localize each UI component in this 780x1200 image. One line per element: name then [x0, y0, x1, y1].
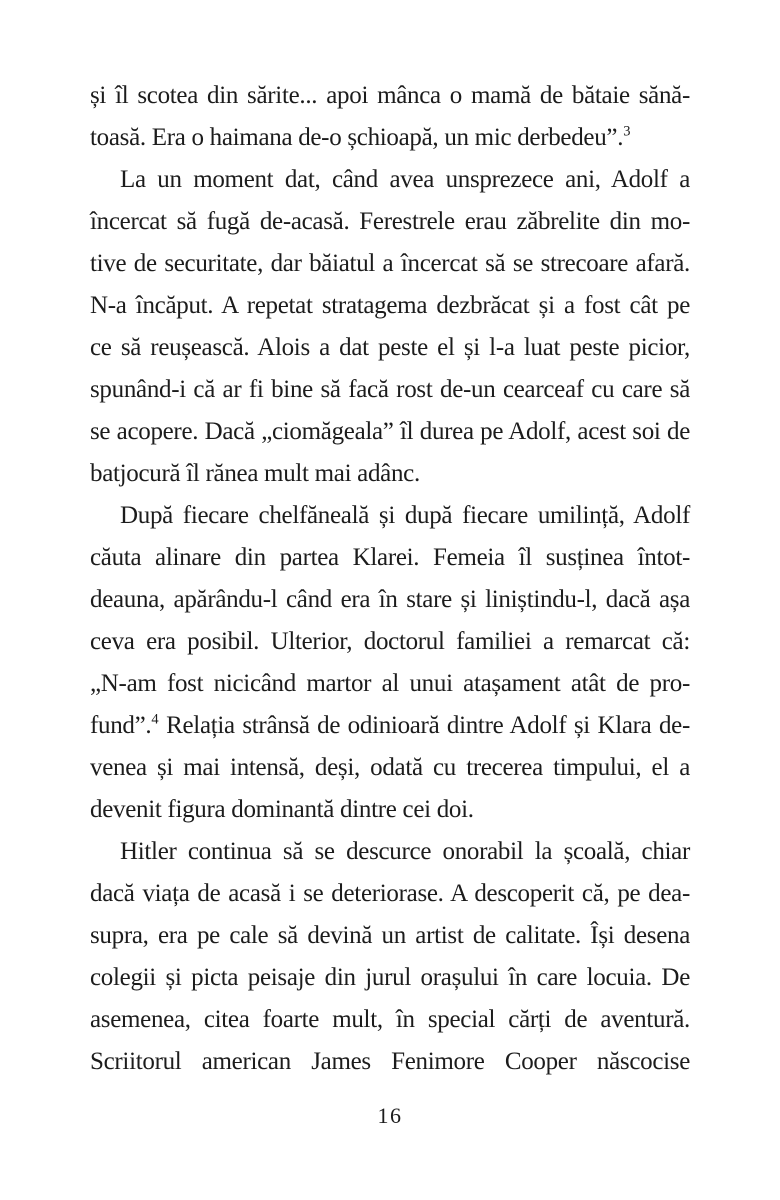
text-line: fund”.$^4$ Relația strânsă de odinioară dintre Adolf și Klara de-: [90, 711, 690, 739]
text-line: dacă viața de acasă i se deteriorase. A descoperit că, pe dea-: [90, 880, 690, 907]
footnote-reference: 3: [623, 123, 631, 140]
text-line: Hitler continua să se descurce onorabil la școală, chiar: [120, 838, 690, 865]
text-line: căuta alinare din partea Klarei. Femeia îl susținea întot-: [90, 544, 690, 571]
text-line: După fiecare chelfăneală și după fiecare umilință, Adolf: [120, 502, 690, 529]
text-line: supra, era pe cale să devină un artist de calitate. Își desena: [90, 922, 690, 949]
text-line: venea și mai intensă, deși, odată cu trecerea timpului, el a: [90, 754, 690, 781]
text-line: „N-am fost nicicând martor al unui atașament atât de pro-: [90, 670, 690, 697]
footnote-reference: 4: [151, 711, 159, 728]
page-number: 16: [377, 1103, 403, 1128]
paragraph: [90, 831, 690, 1083]
text-line: se acopere. Dacă „ciomăgeala” îl durea pe Adolf, acest soi de: [90, 418, 690, 445]
paragraph: [90, 159, 690, 495]
text-line: Scriitorul american James Fenimore Cooper născocise: [90, 1048, 690, 1075]
text-line: batjocură îl rănea mult mai adânc.: [90, 460, 420, 487]
paragraph: [90, 75, 690, 159]
text-line: devenit figura dominantă dintre cei doi.: [90, 796, 474, 823]
text-line: La un moment dat, când avea unsprezece ani, Adolf a: [120, 166, 690, 193]
text-line: deauna, apărându-l când era în stare și liniștindu-l, dacă așa: [90, 586, 690, 613]
text-line: și îl scotea din sărite... apoi mânca o mamă de bătaie sănă-: [90, 82, 690, 109]
text-line: ceva era posibil. Ulterior, doctorul familiei a remarcat că:: [90, 628, 690, 655]
text-line: spunând-i că ar fi bine să facă rost de-un cearceaf cu care să: [90, 376, 690, 403]
text-line: N-a încăput. A repetat stratagema dezbrăcat și a fost cât pe: [90, 292, 690, 319]
text-line: colegii și picta peisaje din jurul orașului în care locuia. De: [90, 964, 690, 991]
text-line: tive de securitate, dar băiatul a încercat să se strecoare afară.: [90, 250, 690, 277]
text-line: încercat să fugă de-acasă. Ferestrele erau zăbrelite din mo-: [90, 208, 690, 235]
text-block: [90, 75, 690, 1083]
text-line: asemenea, citea foarte mult, în special cărți de aventură.: [90, 1006, 690, 1033]
text-line: ce să reușească. Alois a dat peste el și l-a luat peste picior,: [90, 334, 690, 361]
text-line: toasă. Era o haimana de-o șchioapă, un mic derbedeu”.$^3$: [90, 123, 631, 151]
paragraph: [90, 495, 690, 831]
